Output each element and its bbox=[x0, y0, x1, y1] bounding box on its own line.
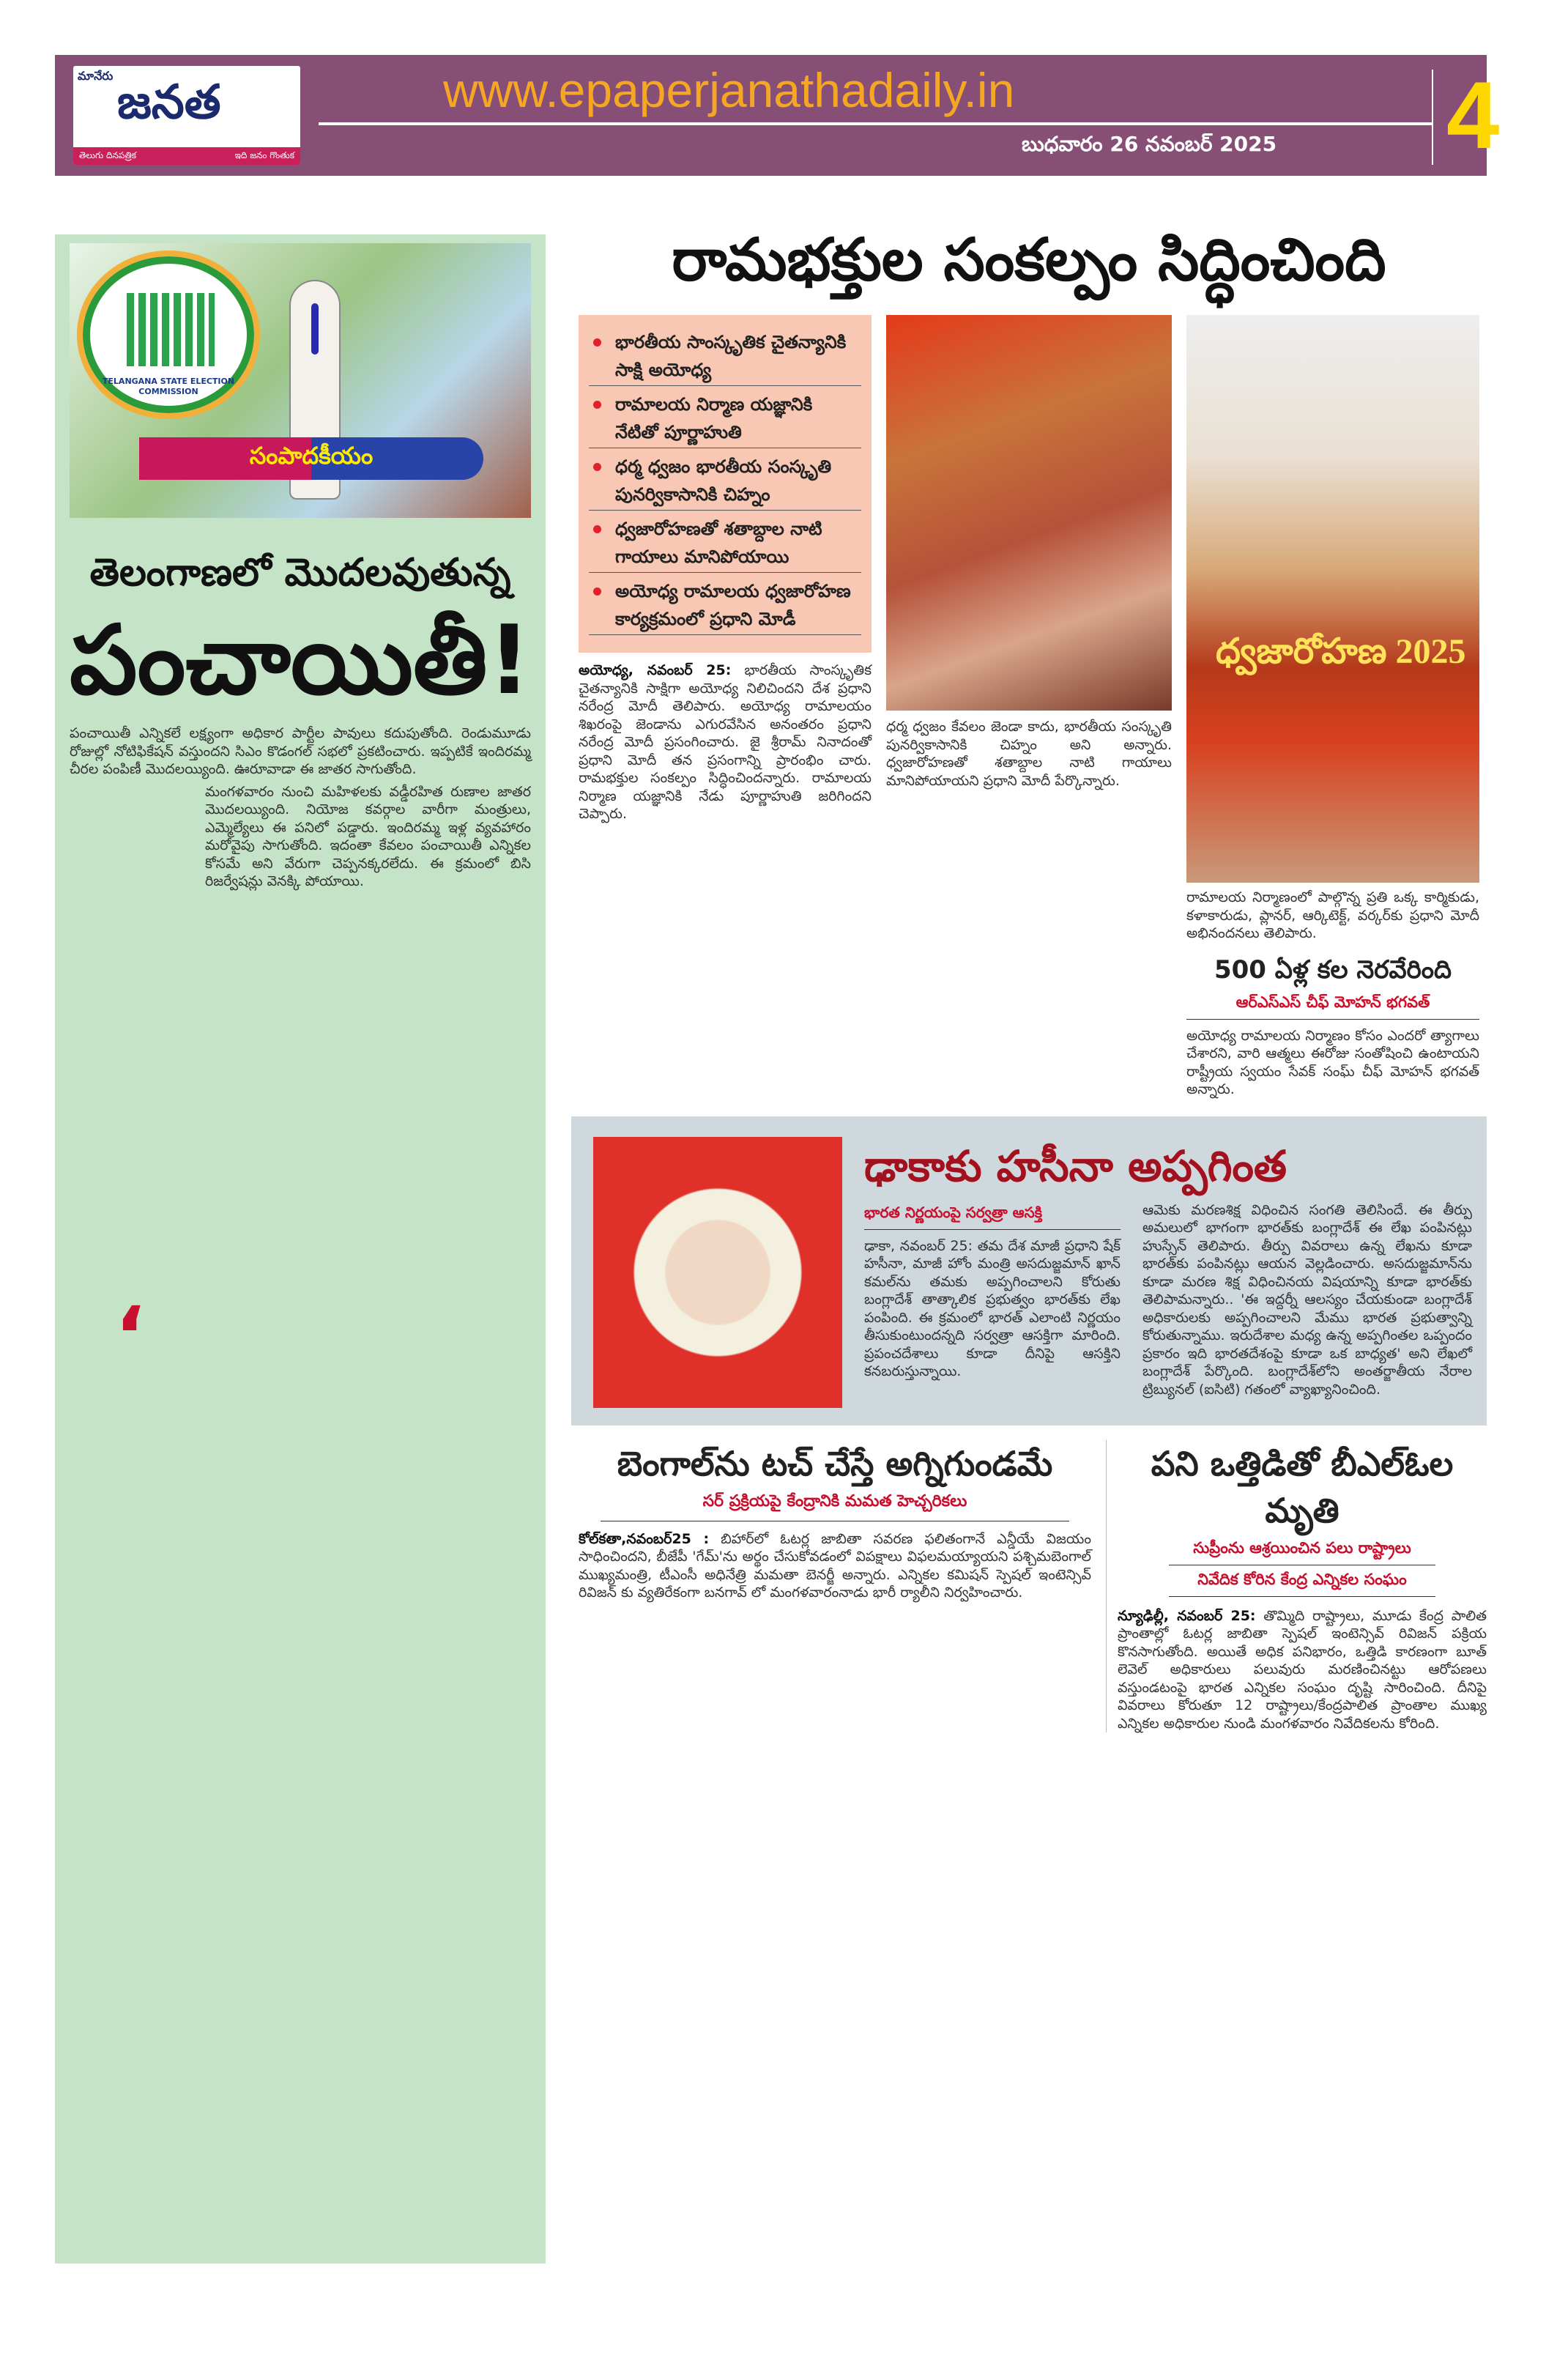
ram-temple-photo bbox=[1186, 315, 1479, 883]
lead-story bbox=[571, 315, 1487, 1099]
blo-body bbox=[1118, 1607, 1487, 1733]
hasina-body-col2: ఆమెకు మరణశిక్ష విధించిన సంగతి తెలిసిందే. ఈ తీర్పు అమలులో భాగంగా భారత్‌కు బంగ్లాదేశ్ ఈ లేఖ పంపినట్లు హుస్సేన్ తెలిపారు. తీర్పు వివరాలు ఉన్న లేఖను కూడా భారత్‌కు పంపినట్లు ఆయన వెల్లడించారు. అసదుజ్జమాన్‌ను కూడా మరణ శిక్ష విధించినయ విషయాన్ని కూడా భారత్‌కు తెలిపామన్నారు.. 'ఈ ఇద్దర్నీ ఆలస్యం చేయకుండా బంగ్లాదేశ్ అధికారులకు అప్పగించాలని మేము భారత ప్రభుత్వాన్ని కోరుతున్నాము. ఇరుదేశాల మధ్య ఉన్న అప్పగింతల ఒప్పందం ప్రకారం ఇది భారతదేశంపై కూడా ఒక బాధ్యత' అని లేఖలో బంగ్లాదేశ్ పేర్కొంది. బంగ్లాదేశ్‌లోని అంతర్జాతీయ నేరాల ట్రిబ్యునల్ (ఐసిటి) గతంలో వ్యాఖ్యానించింది. bbox=[1142, 1201, 1472, 1398]
bottom-stories bbox=[571, 1440, 1487, 1733]
side-story-headline: 500 ఏళ్ల కల నెరవేరింది bbox=[1214, 954, 1452, 985]
blo-body-text: తొమ్మిది రాష్ట్రాలు, మూడు కేంద్ర పాలిత ప్రాంతాల్లో ఓటర్ల జాబితా స్పెషల్ ఇంటెన్సివ్ రివిజన్ పక్రియ కొనసాగుతోంది. అయితే అధిక పనిభారం, ఒత్తిడి కారణంగా బూత్ లెవెల్ అధికారులు పలువురు మరణించినట్టు ఆరోపణలు వస్తుండటంపై భారత ఎన్నికల సంఘం దృష్టి సారించింది. దీనిపై వివరాలు కోరుతూ 12 రాష్ట్రాలు/కేంద్రపాలిత ప్రాంతాల ముఖ్య ఎన్నికల అధికారుల నుండి మంగళవారం నివేదికలను కోరింది. bbox=[1118, 1607, 1487, 1732]
main-news-area bbox=[571, 220, 1487, 1732]
editorial-intro: పంచాయితీ ఎన్నికలే లక్ష్యంగా అధికార పార్టీల పావులు కదుపుతోంది. రెండుమూడు రోజుల్లో నోటిఫికేషన్ వస్తుందని సిఎం కొడంగల్ సభలో ప్రకటించారు. ఇప్పటికే ఇందిరమ్మ చీరల పంపిణీ మొదలయ్యింది. ఊరూవాడా ఈ జాతర సాగుతోంది. bbox=[70, 725, 531, 777]
column-divider bbox=[1106, 1440, 1107, 1733]
header-divider bbox=[319, 122, 1432, 125]
editorial-body: మంగళవారం నుంచి మహిళలకు వడ్డీరహిత రుణాల జాతర మొదలయ్యింది. నియోజ కవర్గాల వారీగా మంత్రులు, ఎమ్మెల్యేలు ఈ పనిలో పడ్డారు. ఇందిరమ్మ ఇళ్ల వ్యవహారం మరోవైపు సాగుతోంది. ఇదంతా కేవలం పంచాయితీ ఎన్నికల కోసమే అని వేరుగా చెప్పనక్కరలేదు. ఈ క్రమంలో బిసి రిజర్వేషన్లు వెనక్కి పోయాయి. bbox=[205, 783, 531, 889]
lead-column-1 bbox=[571, 315, 872, 823]
hasina-subhead: భారత నిర్ణయంపై సర్వత్రా ఆసక్తి bbox=[864, 1201, 1121, 1230]
highlight-item: అయోధ్య రామాలయ ధ్వజారోహణ కార్యక్రమంలో ప్రధాని మోడీ bbox=[589, 577, 861, 635]
logo-tag-right: ఇది జనం గొంతుక bbox=[234, 149, 294, 160]
masthead bbox=[55, 55, 1500, 176]
highlight-item: రామాలయ నిర్మాణ యజ్ఞానికి నేటితో పూర్ణాహుతి bbox=[589, 390, 861, 448]
newspaper-logo bbox=[73, 66, 300, 165]
editorial-tag: సంపాదకీయం bbox=[139, 437, 483, 480]
hasina-headline: ఢాకాకు హసీనా అప్పగింత bbox=[864, 1141, 1287, 1191]
editorial-headline-line1: తెలంగాణలో మొదలవుతున్న bbox=[89, 551, 511, 595]
website-url[interactable]: www.epaperjanathadaily.in bbox=[443, 63, 1015, 117]
lead-column-3 bbox=[1186, 315, 1479, 1099]
logo-tag-left: తెలుగు దినపత్రిక bbox=[79, 149, 137, 160]
blo-subhead-1: సుప్రీంను ఆశ్రయించిన పలు రాష్ట్రాలు bbox=[1169, 1537, 1435, 1565]
side-story-subhead: ఆర్‌ఎస్‌ఎస్ చీఫ్ మోహన్ భగవత్ bbox=[1186, 991, 1479, 1020]
bengal-story bbox=[571, 1440, 1099, 1733]
hasina-column-1 bbox=[864, 1201, 1121, 1381]
issue-date: బుధవారం 26 నవంబర్ 2025 bbox=[1022, 132, 1277, 156]
editorial-image bbox=[70, 243, 531, 518]
bengal-subhead: సర్ ప్రక్రియపై కేంద్రానికి మమత హెచ్చరికలు bbox=[601, 1490, 1069, 1521]
logo-strip bbox=[73, 147, 300, 165]
quote-mark-icon: ‘ bbox=[114, 1289, 146, 1383]
hasina-story-box bbox=[571, 1116, 1487, 1426]
logo-name: జనత bbox=[117, 75, 221, 130]
dateline: న్యూఢిల్లీ, నవంబర్ 25: bbox=[1118, 1607, 1256, 1624]
hasina-story-content bbox=[864, 1137, 1472, 1399]
blo-subhead-2: నివేదిక కోరిన కేంద్ర ఎన్నికల సంఘం bbox=[1169, 1568, 1435, 1597]
lead-body-col3: రామాలయ నిర్మాణంలో పాల్గొన్న ప్రతి ఒక్క కార్మికుడు, కళాకారుడు, ప్లానర్, ఆర్కిటెక్ట్, వర్కర్‌కు ప్రధాని మోదీ అభినందనలు తెలిపారు. bbox=[1186, 889, 1479, 941]
highlight-item: భారతీయ సాంస్కృతిక చైతన్యానికి సాక్షి అయోధ్య bbox=[589, 328, 861, 386]
header-vertical-divider bbox=[1432, 70, 1433, 165]
flag-hoisting-photo bbox=[886, 315, 1172, 711]
lead-highlights bbox=[579, 315, 872, 653]
lead-body-col2: ధర్మ ధ్వజం కేవలం జెండా కాదు, భారతీయ సంస్కృతి పునర్వికాసానికి చిహ్నం అని అన్నారు. ధ్వజారోహణతో శతాబ్దాల నాటి గాయాలు మానిపోయాయని ప్రధాని మోదీ పేర్కొన్నారు. bbox=[886, 719, 1172, 789]
page-number: 4 bbox=[1446, 62, 1500, 168]
lead-body-col1 bbox=[579, 661, 872, 823]
photo-banner-text: ధ్వజారోహణ 2025 bbox=[1216, 632, 1466, 671]
kakatiya-arch-icon bbox=[127, 293, 215, 366]
highlight-item: ధ్వజారోహణతో శతాబ్దాల నాటి గాయాలు మానిపోయాయి bbox=[589, 515, 861, 573]
seal-text: TELANGANA STATE ELECTION COMMISSION bbox=[102, 377, 235, 396]
editorial-column bbox=[55, 234, 546, 2264]
dateline: అయోధ్య, నవంబర్ 25: bbox=[579, 662, 732, 678]
logo-prefix: మానేరు bbox=[78, 69, 114, 83]
lead-headline: రామభక్తుల సంకల్పం సిద్ధించింది bbox=[672, 226, 1386, 294]
editorial-body-row bbox=[70, 783, 531, 1383]
bengal-body-text: బిహార్‌లో ఓటర్ల జాబితా సవరణ ఫలితంగానే ఎన్డీయే విజయం సాధించిందని, బీజేపీ 'గేమ్'ను అర్థం చేసుకోవడంలో విపక్షాలు విఫలమయ్యాయని పశ్చిమబెంగాల్ ముఖ్యమంత్రి, టీఎంసీ అధినేత్రి మమతా బెనర్జీ అన్నారు. ఎన్నికల కమిషన్ స్పెషల్ ఇంటెన్సివ్ రివిజన్ కు వ్యతిరేకంగా బనగావ్ లో మంగళవారంనాడు భారీ ర్యాలీని నిర్వహించారు. bbox=[579, 1530, 1091, 1601]
hasina-photo bbox=[593, 1137, 842, 1408]
blo-story bbox=[1114, 1440, 1487, 1733]
side-story-body: అయోధ్య రామాలయ నిర్మాణం కోసం ఎందరో త్యాగాలు చేశారని, వారి ఆత్మలు ఈరోజు సంతోషించి ఉంటాయని రాష్ట్రీయ స్వయం సేవక్ సంఘ్ చీఫ్ మోహన్ భగవత్ అన్నారు. bbox=[1186, 1027, 1479, 1097]
editorial-headline-line2: పంచాయితీ! bbox=[70, 604, 531, 716]
bengal-headline: బెంగాల్‌ను టచ్ చేస్తే అగ్నిగుండమే bbox=[617, 1443, 1053, 1483]
blo-headline: పని ఒత్తిడితో బీఎల్ఓల మృతి bbox=[1151, 1443, 1454, 1530]
hasina-columns bbox=[864, 1201, 1472, 1399]
lead-body-text: భారతీయ సాంస్కృతిక చైతన్యానికి సాక్షిగా అయోధ్య నిలిచిందని దేశ ప్రధాని నరేంద్ర మోదీ తెలిపారు. అయోధ్య రామాలయం శిఖరంపై జెండాను ఎగురవేసిన అనంతరం ప్రధాని నరేంద్ర మోదీ ప్రసంగించారు. జై శ్రీరామ్ నినాదంతో ప్రధాని మోదీ తన ప్రసంగాన్ని ప్రారంభిం చారు. రామభక్తుల సంకల్పం సిద్ధించిందన్నారు. రామాలయ నిర్మాణ యజ్ఞానికి నేడు పూర్ణాహుతి జరిగిందని చెప్పారు. bbox=[579, 662, 872, 822]
lead-column-2 bbox=[886, 315, 1172, 790]
election-commission-seal bbox=[77, 251, 260, 419]
highlight-item: ధర్మ ధ్వజం భారతీయ సంస్కృతి పునర్వికాసానికి చిహ్నం bbox=[589, 453, 861, 511]
bengal-body bbox=[579, 1530, 1091, 1602]
dateline: కోల్‌కతా,నవంబర్25 : bbox=[579, 1530, 710, 1547]
hasina-body-col1: ఢాకా, నవంబర్ 25: తమ దేశ మాజీ ప్రధాని షేక్ హసీనా, మాజీ హోం మంత్రి అసదుజ్జమాన్ ఖాన్ కమల్‌ను తమకు అప్పగించాలని కోరుతు బంగ్లాదేశ్ తాత్కాలిక ప్రభుత్వం భారత్‌కు లేఖ పంపింది. ఈ క్రమంలో భారత్ ఎలాంటి నిర్ణయం తీసుకుంటుందన్నది సర్వత్రా ఆసక్తిగా మారింది. ప్రపంచదేశాలు కూడా దీనిపై ఆసక్తిని కనబరుస్తున్నాయి. bbox=[864, 1237, 1121, 1379]
